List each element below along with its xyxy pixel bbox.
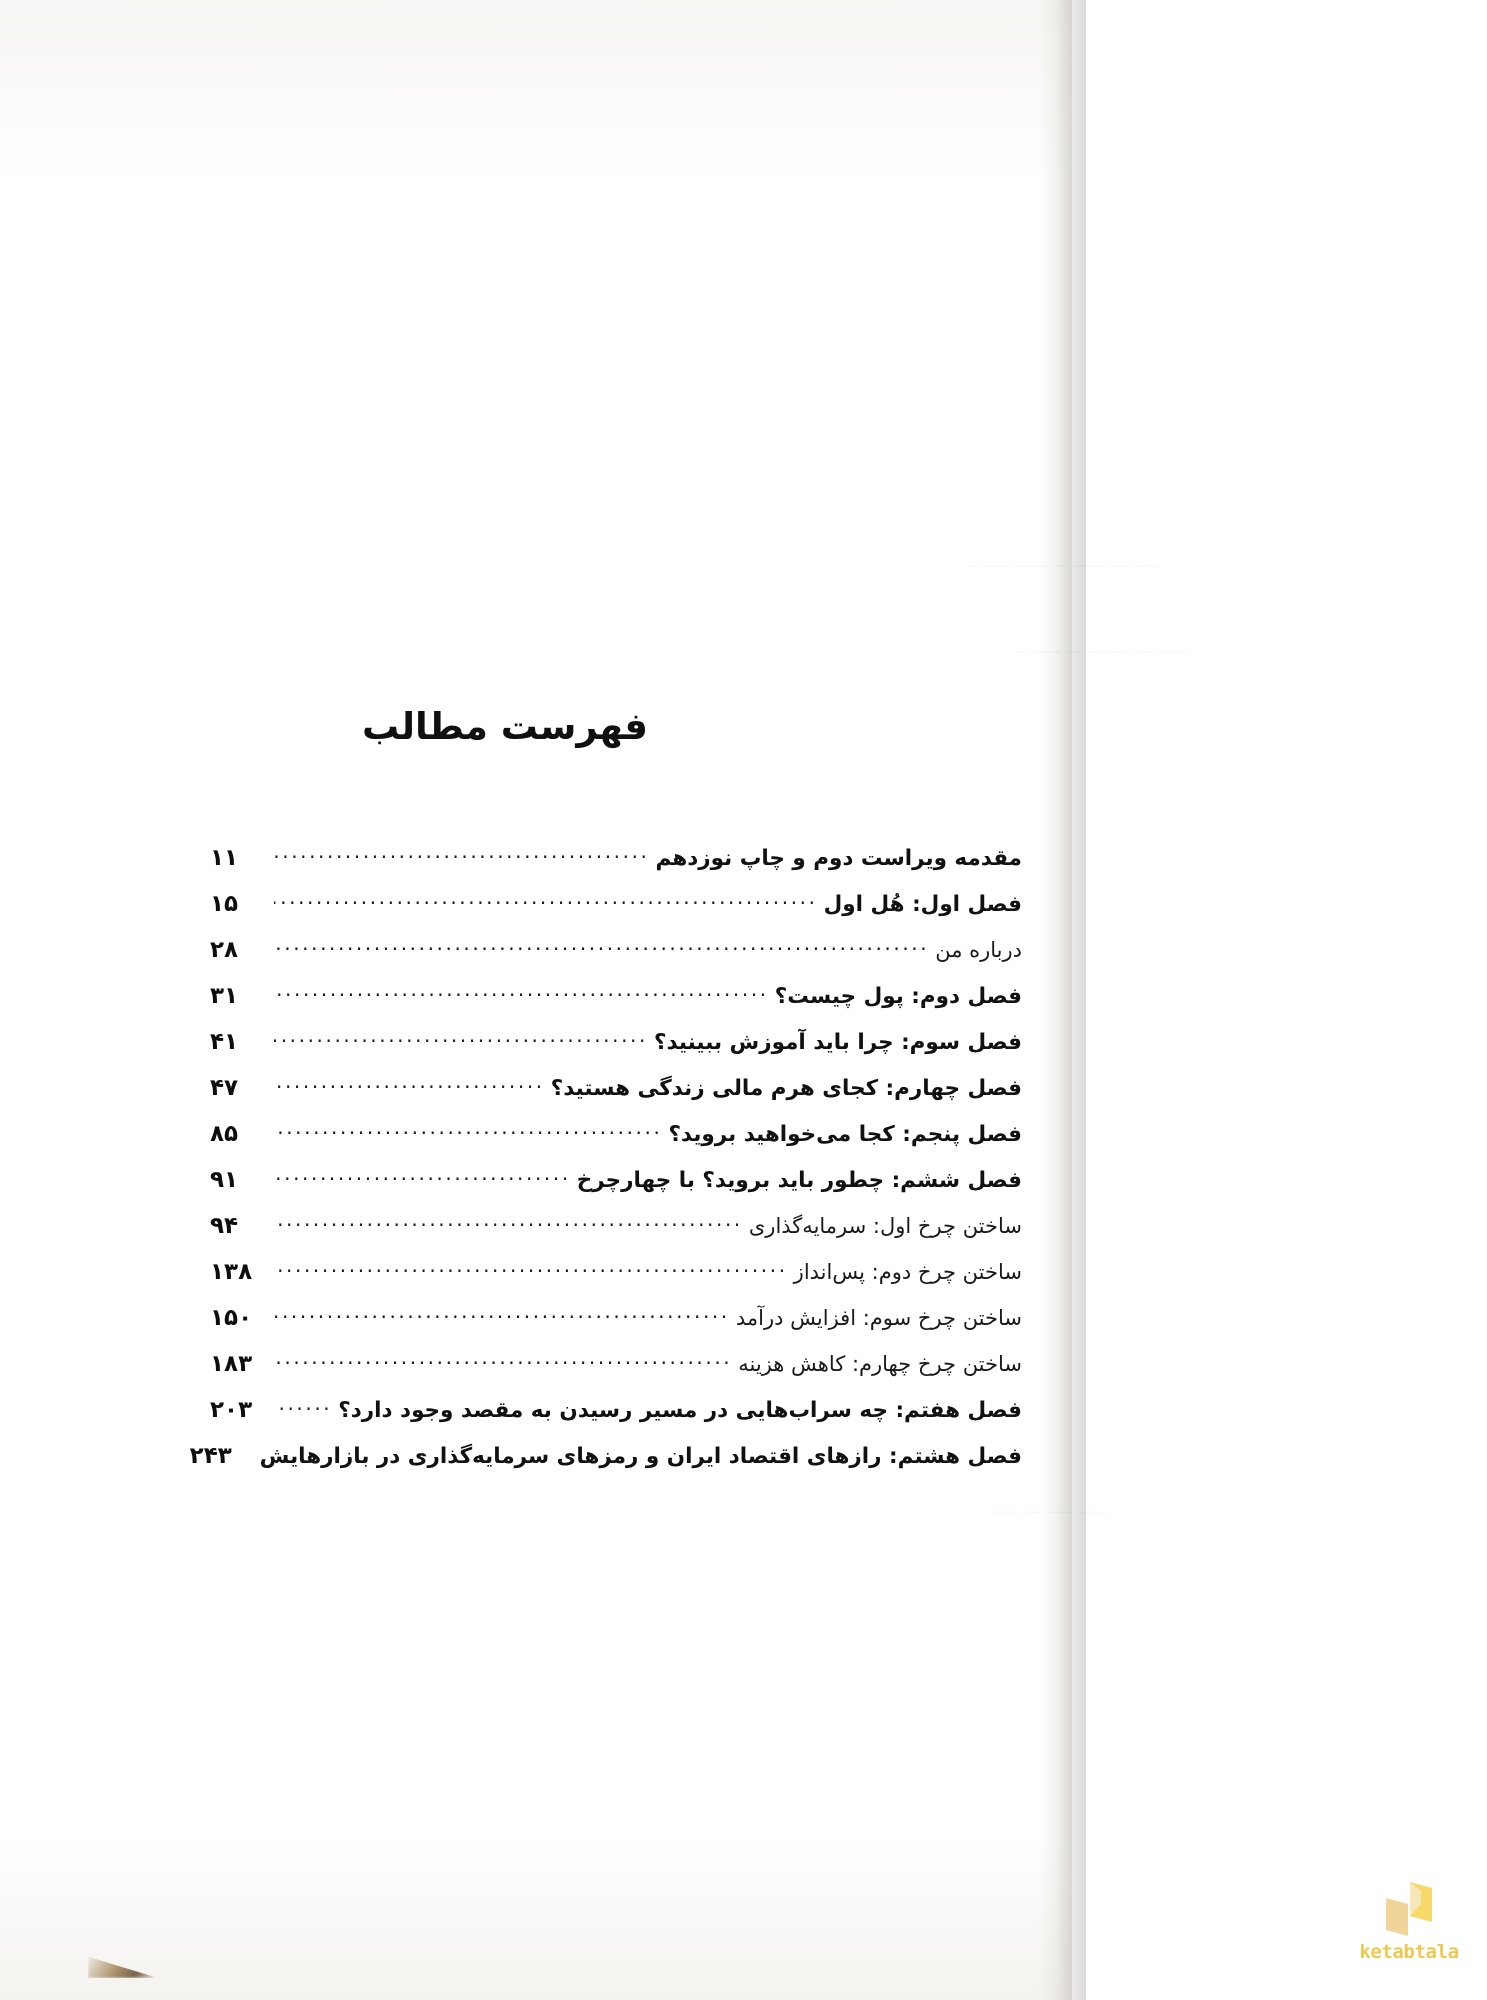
toc-entry-label: فصل پنجم: کجا می‌خواهید بروید؟ <box>668 1122 1022 1147</box>
toc-entry-label: فصل اول: هُل اول <box>823 892 1022 917</box>
toc-entry-page: ۱۵۰ <box>210 1305 253 1331</box>
toc-entry-page: ۹۱ <box>210 1167 239 1193</box>
toc-leader-dots <box>274 1171 571 1187</box>
toc-leader-dots <box>274 1401 332 1417</box>
toc-leader-dots <box>274 1033 648 1049</box>
toc-leader-dots <box>274 987 769 1003</box>
toc-entry-label: فصل هشتم: رازهای اقتصاد ایران و رمزهای سرمایه‌گذاری در بازارهایش <box>259 1444 1022 1469</box>
toc-entry[interactable] <box>210 1213 1022 1239</box>
toc-entry[interactable] <box>210 937 1022 963</box>
toc-leader-dots <box>274 1079 545 1095</box>
toc-entry-page: ۱۸۳ <box>210 1351 253 1377</box>
toc-entry-page: ۲۰۳ <box>210 1397 253 1423</box>
toc-entry[interactable] <box>210 1075 1022 1101</box>
toc-entry-label: درباره من <box>935 938 1022 962</box>
ketabtala-watermark <box>1350 1878 1468 1962</box>
toc-entry-label: ساختن چرخ سوم: افزایش درآمد <box>735 1306 1022 1330</box>
toc-entry-page: ۸۵ <box>210 1121 239 1147</box>
toc-entry[interactable] <box>210 1259 1022 1285</box>
toc-leader-dots <box>274 1125 662 1141</box>
toc-entry-page: ۱۵ <box>210 891 239 917</box>
toc-leader-dots <box>274 1263 788 1279</box>
toc-entry[interactable] <box>210 1121 1022 1147</box>
toc-entry-page: ۴۷ <box>210 1075 239 1101</box>
toc-entry[interactable] <box>210 1029 1022 1055</box>
toc-entry-label: فصل ششم: چطور باید بروید؟ با چهارچرخ <box>576 1168 1022 1193</box>
toc-leader-dots <box>274 1309 730 1325</box>
toc-entry[interactable] <box>210 1167 1022 1193</box>
toc-leader-dots <box>274 895 818 911</box>
toc-entry-page: ۴۱ <box>210 1029 239 1055</box>
toc-entry[interactable] <box>210 891 1022 917</box>
open-book-icon <box>1376 1878 1442 1940</box>
page-title: فهرست مطالب <box>361 705 648 748</box>
toc-entry[interactable] <box>210 1351 1022 1377</box>
toc-leader-dots <box>274 1217 743 1233</box>
toc-entry[interactable] <box>210 983 1022 1009</box>
toc-entry[interactable] <box>210 1397 1022 1423</box>
toc-entry-label: فصل چهارم: کجای هرم مالی زندگی هستید؟ <box>550 1076 1022 1101</box>
watermark-brand-text: ketabtala <box>1359 1941 1459 1963</box>
toc-leader-dots <box>274 1355 732 1371</box>
toc-entry-page: ۳۱ <box>210 983 239 1009</box>
toc-entry-page: ۹۴ <box>210 1213 239 1239</box>
toc-entry-label: ساختن چرخ چهارم: کاهش هزینه <box>738 1352 1022 1376</box>
toc-entry[interactable] <box>210 845 1022 871</box>
scanner-backdrop <box>1086 0 1487 2000</box>
toc-entry[interactable] <box>189 1443 1022 1469</box>
toc-entry-label: مقدمه ویراست دوم و چاپ نوزدهم <box>655 846 1022 871</box>
toc-entry-label: فصل دوم: پول چیست؟ <box>774 984 1022 1009</box>
toc-leader-dots <box>274 941 929 957</box>
toc-entry-page: ۲۴۳ <box>189 1443 232 1469</box>
toc-entry-label: ساختن چرخ اول: سرمایه‌گذاری <box>748 1214 1022 1238</box>
toc-entry-label: فصل هفتم: چه سراب‌هایی در مسیر رسیدن به مقصد وجود دارد؟ <box>338 1398 1022 1423</box>
toc-entry-label: فصل سوم: چرا باید آموزش ببینید؟ <box>653 1030 1022 1055</box>
toc-entry-label: ساختن چرخ دوم: پس‌انداز <box>793 1260 1022 1284</box>
toc-entry-page: ۱۳۸ <box>210 1259 253 1285</box>
toc-entry[interactable] <box>210 1305 1022 1331</box>
toc-entry-page: ۲۸ <box>210 937 239 963</box>
toc-leader-dots <box>274 849 650 865</box>
toc-entry-page: ۱۱ <box>210 845 239 871</box>
table-of-contents-list <box>189 845 1022 1489</box>
